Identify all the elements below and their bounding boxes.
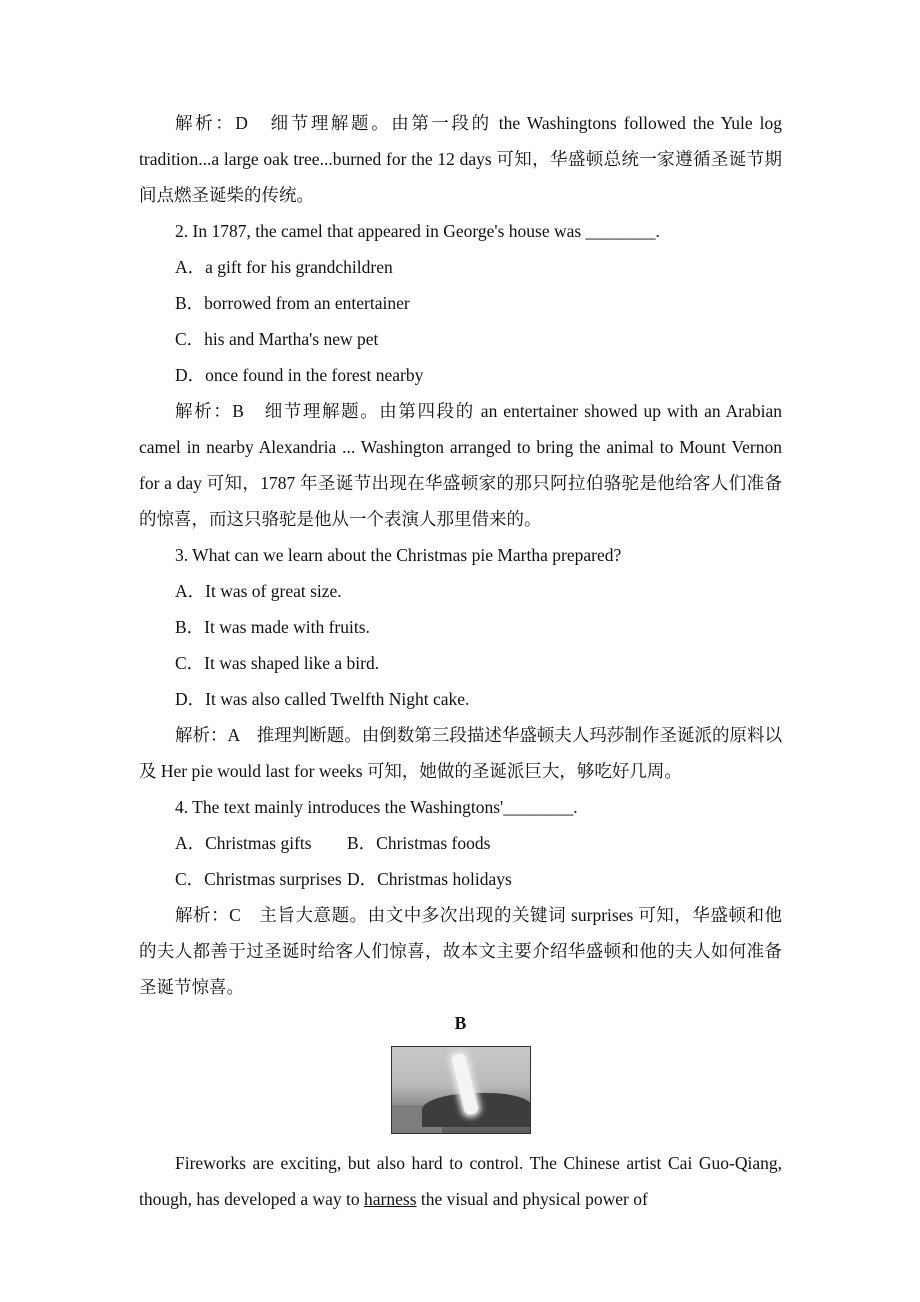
q3-option-b: B．It was made with fruits. bbox=[175, 617, 370, 637]
question-3-stem: 3. What can we learn about the Christmas pie Martha prepared? bbox=[175, 545, 622, 565]
q4-options-row-2 bbox=[139, 861, 782, 897]
q2-option-b: B．borrowed from an entertainer bbox=[175, 293, 410, 313]
question-4-stem: 4. The text mainly introduces the Washingtons'________. bbox=[175, 797, 578, 817]
q4-option-d: D．Christmas holidays bbox=[347, 869, 512, 889]
q3-option-a: A．It was of great size. bbox=[175, 581, 342, 601]
photo-container bbox=[139, 1046, 782, 1139]
q4-option-b: B．Christmas foods bbox=[347, 833, 491, 853]
q3-option-d: D．It was also called Twelfth Night cake. bbox=[175, 689, 470, 709]
analysis-1: 解析：D 细节理解题。由第一段的 the Washingtons followed the Yule log tradition...a large oak tree...burned for the 12 days 可知，华盛顿总统一家遵循圣诞节期间点燃圣诞柴的传统。 bbox=[139, 113, 782, 205]
section-b-heading: B bbox=[454, 1013, 467, 1033]
question-2-stem: 2. In 1787, the camel that appeared in George's house was ________. bbox=[175, 221, 660, 241]
q3-option-c: C．It was shaped like a bird. bbox=[175, 653, 380, 673]
fireworks-island-photo bbox=[391, 1046, 531, 1134]
analysis-4: 解析：C 主旨大意题。由文中多次出现的关键词 surprises 可知，华盛顿和他的夫人都善于过圣诞时给客人们惊喜，故本文主要介绍华盛顿和他的夫人如何准备圣诞节惊喜。 bbox=[139, 905, 783, 997]
q4-option-c: C．Christmas surprises bbox=[175, 869, 342, 889]
analysis-2: 解析：B 细节理解题。由第四段的 an entertainer showed up with an Arabian camel in nearby Alexandria ... Washington arranged to bring the animal to Mount Vernon for a day 可知，1787 年圣诞节出现在华盛顿家的那只阿拉伯骆驼是他给客人们准备的惊喜，而这只骆驼是他从一个表演人那里借来的。 bbox=[139, 401, 782, 529]
q2-option-d: D．once found in the forest nearby bbox=[175, 365, 424, 385]
q4-option-a: A．Christmas gifts bbox=[175, 833, 312, 853]
document-page bbox=[139, 105, 782, 1217]
q4-options-row-1 bbox=[139, 825, 782, 861]
q2-option-c: C．his and Martha's new pet bbox=[175, 329, 379, 349]
underlined-word: harness bbox=[364, 1189, 417, 1209]
q2-option-a: A．a gift for his grandchildren bbox=[175, 257, 393, 277]
section-b-passage: Fireworks are exciting, but also hard to control. The Chinese artist Cai Guo-Qiang, though, has developed a way to harness the visual and physical power of bbox=[139, 1153, 782, 1209]
analysis-3: 解析：A 推理判断题。由倒数第三段描述华盛顿夫人玛莎制作圣诞派的原料以及 Her pie would last for weeks 可知，她做的圣诞派巨大，够吃好几周。 bbox=[139, 725, 782, 781]
